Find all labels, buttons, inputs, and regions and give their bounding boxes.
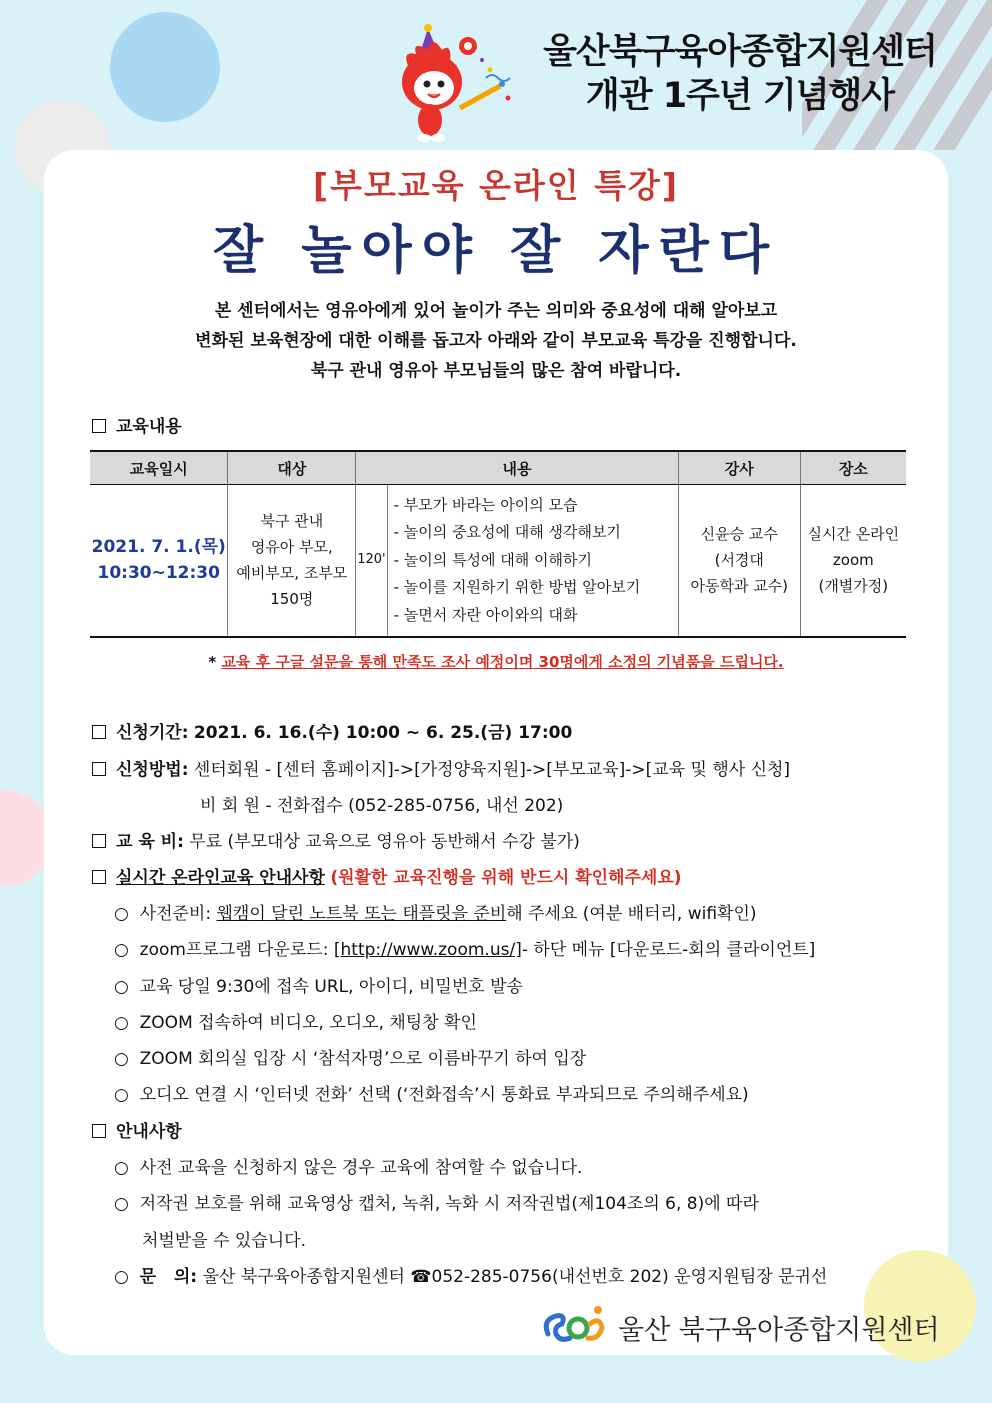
online-guide-label: 실시간 온라인교육 안내사항 — [116, 868, 325, 888]
content-item: - 놀이의 특성에 대해 이해하기 — [393, 550, 592, 569]
header-date: 교육일시 — [90, 451, 228, 485]
intro-paragraph — [80, 296, 912, 386]
place-line: (개별가정) — [818, 577, 889, 596]
guide-item-3 — [114, 972, 523, 997]
notice-item-1 — [114, 1153, 582, 1178]
apply-method-nonmember: 비 회 원 - 전화접수 (052-285-0756, 내선 202) — [200, 796, 564, 816]
intro-line: 북구 관내 영유아 부모님들의 많은 참여 바랍니다. — [310, 361, 682, 381]
time-text: 10:30~12:30 — [97, 563, 220, 584]
fee-label: 교 육 비: — [116, 832, 184, 852]
prep-rest: 해 주세요 (여분 배터리, wifi확인) — [506, 904, 757, 924]
notice-text: 사전 교육을 신청하지 않은 경우 교육에 참여할 수 없습니다. — [139, 1158, 583, 1178]
apply-period-line — [92, 718, 572, 743]
cell-contents — [387, 485, 678, 637]
checkbox-square-icon — [92, 419, 106, 433]
prep-label: 사전준비: — [139, 904, 217, 924]
online-guide-warning: (원활한 교육진행을 위해 반드시 확인해주세요) — [330, 868, 682, 888]
notice-item-2 — [114, 1189, 759, 1214]
instructor-line: (서경대 — [714, 551, 764, 570]
bullet-circle-icon: ○ — [114, 1013, 129, 1033]
survey-note — [0, 651, 992, 672]
guide-item-zoom — [114, 935, 815, 960]
center-logo-icon — [540, 1300, 610, 1350]
apply-period-label: 신청기간: — [116, 723, 189, 743]
cell-place — [800, 485, 906, 637]
guide-text: ZOOM 회의실 입장 시 ‘참석자명’으로 이름바꾸기 하여 입장 — [139, 1049, 587, 1069]
checkbox-square-icon — [92, 725, 106, 739]
cell-target — [228, 485, 356, 637]
place-line: 실시간 온라인 — [807, 525, 900, 544]
header-line2: 개관 1주년 기념행사 — [585, 76, 895, 116]
target-line: 150명 — [270, 590, 314, 609]
zoom-label: zoom프로그램 다운로드: [ — [139, 940, 341, 960]
notice-inquiry — [114, 1262, 827, 1287]
zoom-download-link[interactable]: http://www.zoom.us/ — [340, 940, 516, 960]
bullet-circle-icon: ○ — [114, 904, 129, 924]
notice-text: 저작권 보호를 위해 교육영상 캡처, 녹취, 녹화 시 저작권법(제104조의 6, 8)에 따라 — [139, 1194, 759, 1214]
note-star: * — [208, 653, 217, 671]
center-header-title — [520, 30, 960, 118]
mascot-illustration — [390, 20, 520, 145]
content-item: - 부모가 바라는 아이의 모습 — [393, 495, 578, 514]
apply-period-value: 2021. 6. 16.(수) 10:00 ~ 6. 25.(금) 17:00 — [193, 723, 573, 743]
note-text: 교육 후 구글 설문을 통해 만족도 조사 예정이며 30명에게 소정의 기념품을 드립니다. — [221, 653, 784, 671]
date-text: 2021. 7. 1.(목) — [91, 537, 226, 558]
fee-line — [92, 827, 580, 852]
checkbox-square-icon — [92, 834, 106, 848]
target-line: 영유아 부모, — [250, 538, 333, 557]
table-row — [90, 485, 906, 637]
cell-instructor — [678, 485, 800, 637]
bullet-circle-icon: ○ — [114, 1085, 129, 1105]
guide-item-6 — [114, 1080, 749, 1105]
apply-method-member: 센터회원 - [센터 홈페이지]->[가정양육지원]->[부모교육]->[교육 및 행사 신청] — [193, 760, 791, 780]
guide-item-prep — [114, 899, 757, 924]
content-item: - 놀면서 자란 아이와의 대화 — [393, 605, 578, 624]
intro-line: 변화된 보육현장에 대한 이해를 돕고자 아래와 같이 부모교육 특강을 진행합니다. — [195, 331, 797, 351]
online-guide-line — [92, 863, 682, 888]
notice-label: 안내사항 — [116, 1122, 182, 1142]
bullet-circle-icon: ○ — [114, 1194, 129, 1214]
section-education-content — [92, 412, 182, 437]
header-line1: 울산북구육아종합지원센터 — [543, 32, 937, 72]
checkbox-square-icon — [92, 870, 106, 884]
instructor-line: 신윤승 교수 — [700, 525, 778, 544]
instructor-line: 아동학과 교수) — [690, 577, 789, 596]
guide-item-4 — [114, 1008, 477, 1033]
cell-duration: 120' — [356, 485, 387, 637]
place-line: zoom — [832, 551, 874, 570]
content-item: - 놀이를 지원하기 위한 방법 알아보기 — [393, 578, 641, 596]
checkbox-square-icon — [92, 1124, 106, 1138]
notice-section-line — [92, 1117, 182, 1142]
zoom-rest: ]- 하단 메뉴 [다운로드-회의 클라이언트] — [515, 940, 816, 960]
footer-logo-text: 울산 북구육아종합지원센터 — [618, 1315, 940, 1346]
inquiry-label: 문 의: — [139, 1267, 198, 1287]
notice-item-2-cont: 처벌받을 수 있습니다. — [142, 1231, 307, 1251]
guide-item-5 — [114, 1044, 586, 1069]
apply-method-line — [92, 755, 790, 780]
fee-value: 무료 (부모대상 교육으로 영유아 동반해서 수강 불가) — [189, 832, 580, 852]
header-target: 대상 — [228, 451, 356, 485]
guide-text: ZOOM 접속하여 비디오, 오디오, 채팅창 확인 — [139, 1013, 477, 1033]
cell-date — [90, 485, 228, 637]
bullet-circle-icon: ○ — [114, 977, 129, 997]
prep-highlight: 웹캠이 달린 노트북 또는 태플릿을 준비 — [216, 904, 507, 924]
apply-method-label: 신청방법: — [116, 760, 189, 780]
event-title: 잘 놀아야 잘 자란다 — [212, 221, 780, 281]
target-line: 예비부모, 조부모 — [236, 564, 348, 583]
section-label: 교육내용 — [116, 417, 182, 437]
content-item: - 놀이의 중요성에 대해 생각해보기 — [393, 523, 621, 541]
event-subtitle: [부모교육 온라인 특강] — [312, 166, 680, 205]
header-instructor: 강사 — [678, 451, 800, 485]
table-header-row — [90, 451, 906, 485]
target-line: 북구 관내 — [260, 512, 324, 531]
header-content: 내용 — [356, 451, 679, 485]
decor-circle-blue — [110, 12, 220, 122]
guide-text: 교육 당일 9:30에 접속 URL, 아이디, 비밀번호 발송 — [139, 977, 523, 997]
bullet-circle-icon: ○ — [114, 1158, 129, 1178]
intro-line: 본 센터에서는 영유아에게 있어 놀이가 주는 의미와 중요성에 대해 알아보고 — [214, 301, 778, 321]
checkbox-square-icon — [92, 762, 106, 776]
bullet-circle-icon: ○ — [114, 1049, 129, 1069]
education-table — [90, 450, 906, 638]
inquiry-text: 울산 북구육아종합지원센터 ☎052-285-0756(내선번호 202) 운영지원팀장 문귀선 — [202, 1267, 828, 1287]
bullet-circle-icon: ○ — [114, 940, 129, 960]
bullet-circle-icon: ○ — [114, 1267, 129, 1287]
guide-text: 오디오 연결 시 ‘인터넷 전화’ 선택 (‘전화접속’시 통화료 부과되므로 주의해주세요) — [139, 1085, 749, 1105]
header-place: 장소 — [800, 451, 906, 485]
